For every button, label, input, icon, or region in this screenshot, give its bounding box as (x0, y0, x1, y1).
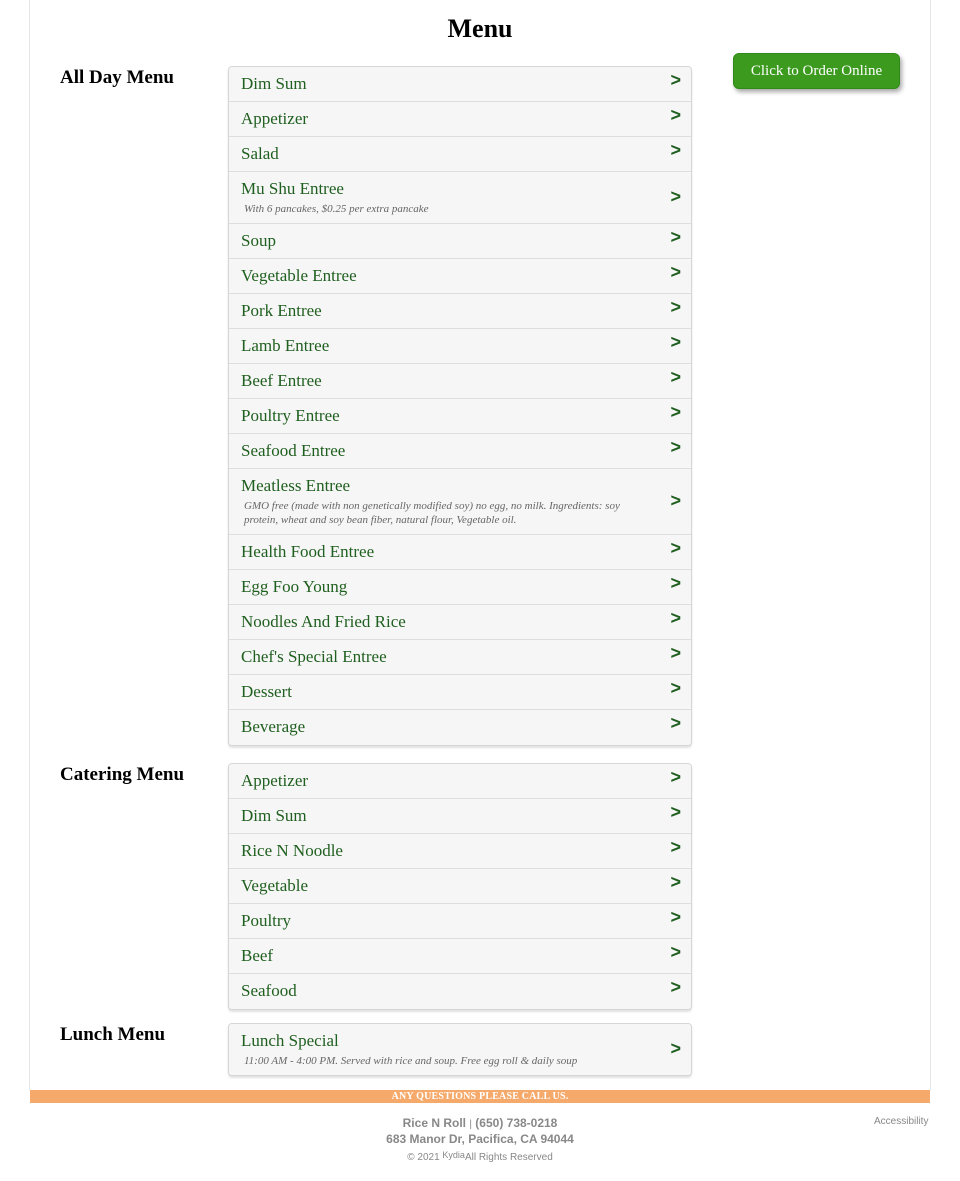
all-day-menu-title: All Day Menu (60, 67, 174, 88)
menu-category-item[interactable] (229, 67, 691, 102)
menu-category-name: Poultry (241, 911, 292, 930)
footer-contact (0, 1116, 960, 1132)
menu-category-name: Chef's Special Entree (241, 647, 387, 666)
chevron-right-icon: > (670, 367, 681, 387)
menu-category-name: Beverage (241, 717, 306, 736)
menu-category-note: GMO free (made with non genetically modified soy) no egg, no milk. Ingredients: soy protein, wheat and soy bean fiber, natural flour, Vegetable oil. (244, 500, 620, 526)
call-us-banner: ANY QUESTIONS PLEASE CALL US. (30, 1090, 930, 1103)
chevron-right-icon: > (670, 608, 681, 628)
menu-category-item[interactable] (229, 869, 691, 904)
chevron-right-icon: > (670, 70, 681, 90)
chevron-right-icon: > (670, 678, 681, 698)
menu-category-item[interactable] (229, 172, 691, 224)
chevron-right-icon: > (670, 332, 681, 352)
chevron-right-icon: > (670, 713, 681, 733)
menu-category-name: Beef (241, 946, 274, 965)
phone-link[interactable]: (650) 738-0218 (475, 1116, 558, 1130)
menu-category-name: Seafood Entree (241, 441, 346, 460)
menu-category-note: 11:00 AM - 4:00 PM. Served with rice and soup. Free egg roll & daily soup (244, 1055, 578, 1067)
menu-category-name: Pork Entree (241, 301, 322, 320)
chevron-right-icon: > (670, 1037, 681, 1058)
copyright-line (0, 1149, 960, 1164)
footer (0, 1116, 960, 1164)
chevron-right-icon: > (670, 767, 681, 787)
copyright: © 2021 (407, 1152, 440, 1163)
menu-category-item[interactable] (229, 137, 691, 172)
chevron-right-icon: > (670, 872, 681, 892)
catering-menu-title: Catering Menu (60, 764, 185, 785)
menu-category-name: Vegetable (241, 876, 309, 895)
menu-category-name: Rice N Noodle (241, 841, 343, 860)
menu-category-name: Vegetable Entree (241, 266, 357, 285)
menu-category-item[interactable] (229, 570, 691, 605)
catering-menu-list (228, 763, 692, 1010)
menu-category-item[interactable] (229, 364, 691, 399)
page-title: Menu (447, 14, 513, 43)
chevron-right-icon: > (670, 402, 681, 422)
chevron-right-icon: > (670, 227, 681, 247)
chevron-right-icon: > (670, 489, 681, 510)
menu-category-item[interactable] (229, 469, 691, 535)
menu-category-name: Lamb Entree (241, 336, 330, 355)
menu-category-item[interactable] (229, 535, 691, 570)
menu-category-name: Seafood (241, 981, 297, 1000)
menu-category-item[interactable] (229, 799, 691, 834)
chevron-right-icon: > (670, 105, 681, 125)
chevron-right-icon: > (670, 837, 681, 857)
menu-category-item[interactable] (229, 329, 691, 364)
menu-category-item[interactable] (229, 675, 691, 710)
menu-category-name: Appetizer (241, 771, 309, 790)
menu-category-name: Meatless Entree (241, 476, 351, 495)
address: 683 Manor Dr, Pacifica, CA 94044 (386, 1132, 574, 1146)
chevron-right-icon: > (670, 297, 681, 317)
menu-category-name: Dessert (241, 682, 292, 701)
rights-text: All Rights Reserved (464, 1152, 553, 1163)
menu-category-item[interactable] (229, 102, 691, 137)
menu-category-name: Poultry Entree (241, 406, 340, 425)
menu-category-item[interactable] (229, 710, 691, 745)
menu-category-name: Lunch Special (241, 1031, 339, 1050)
menu-category-name: Appetizer (241, 109, 309, 128)
menu-category-item[interactable] (229, 259, 691, 294)
restaurant-name: Rice N Roll (402, 1116, 466, 1130)
chevron-right-icon: > (670, 185, 681, 206)
chevron-right-icon: > (670, 538, 681, 558)
menu-category-name: Noodles And Fried Rice (241, 612, 406, 631)
menu-category-name: Soup (241, 231, 276, 250)
menu-category-item[interactable] (229, 939, 691, 974)
menu-category-item[interactable] (229, 764, 691, 799)
lunch-menu-list (228, 1023, 692, 1076)
menu-category-item[interactable] (229, 605, 691, 640)
chevron-right-icon: > (670, 262, 681, 282)
menu-category-item[interactable] (229, 399, 691, 434)
footer-separator: | (469, 1119, 472, 1130)
chevron-right-icon: > (670, 977, 681, 997)
menu-category-name: Mu Shu Entree (241, 179, 344, 198)
menu-category-item[interactable] (229, 834, 691, 869)
kydia-link[interactable]: Kydia (442, 1150, 465, 1160)
menu-category-name: Health Food Entree (241, 542, 375, 561)
chevron-right-icon: > (670, 437, 681, 457)
chevron-right-icon: > (670, 140, 681, 160)
menu-category-name: Egg Foo Young (241, 577, 348, 596)
menu-category-note: With 6 pancakes, $0.25 per extra pancake (244, 203, 429, 215)
menu-category-name: Beef Entree (241, 371, 322, 390)
menu-category-item[interactable] (229, 294, 691, 329)
menu-category-item[interactable] (229, 904, 691, 939)
menu-category-name: Dim Sum (241, 74, 307, 93)
chevron-right-icon: > (670, 907, 681, 927)
menu-category-item[interactable] (229, 434, 691, 469)
order-online-button[interactable]: Click to Order Online (733, 53, 900, 89)
accessibility-link[interactable]: Accessibility (874, 1116, 929, 1127)
chevron-right-icon: > (670, 573, 681, 593)
menu-category-item[interactable] (229, 1024, 691, 1075)
menu-category-name: Dim Sum (241, 806, 307, 825)
menu-category-item[interactable] (229, 974, 691, 1009)
chevron-right-icon: > (670, 942, 681, 962)
chevron-right-icon: > (670, 643, 681, 663)
chevron-right-icon: > (670, 802, 681, 822)
menu-category-name: Salad (241, 144, 279, 163)
lunch-menu-title: Lunch Menu (60, 1024, 166, 1045)
menu-category-item[interactable] (229, 640, 691, 675)
menu-category-item[interactable] (229, 224, 691, 259)
all-day-menu-list (228, 66, 692, 746)
